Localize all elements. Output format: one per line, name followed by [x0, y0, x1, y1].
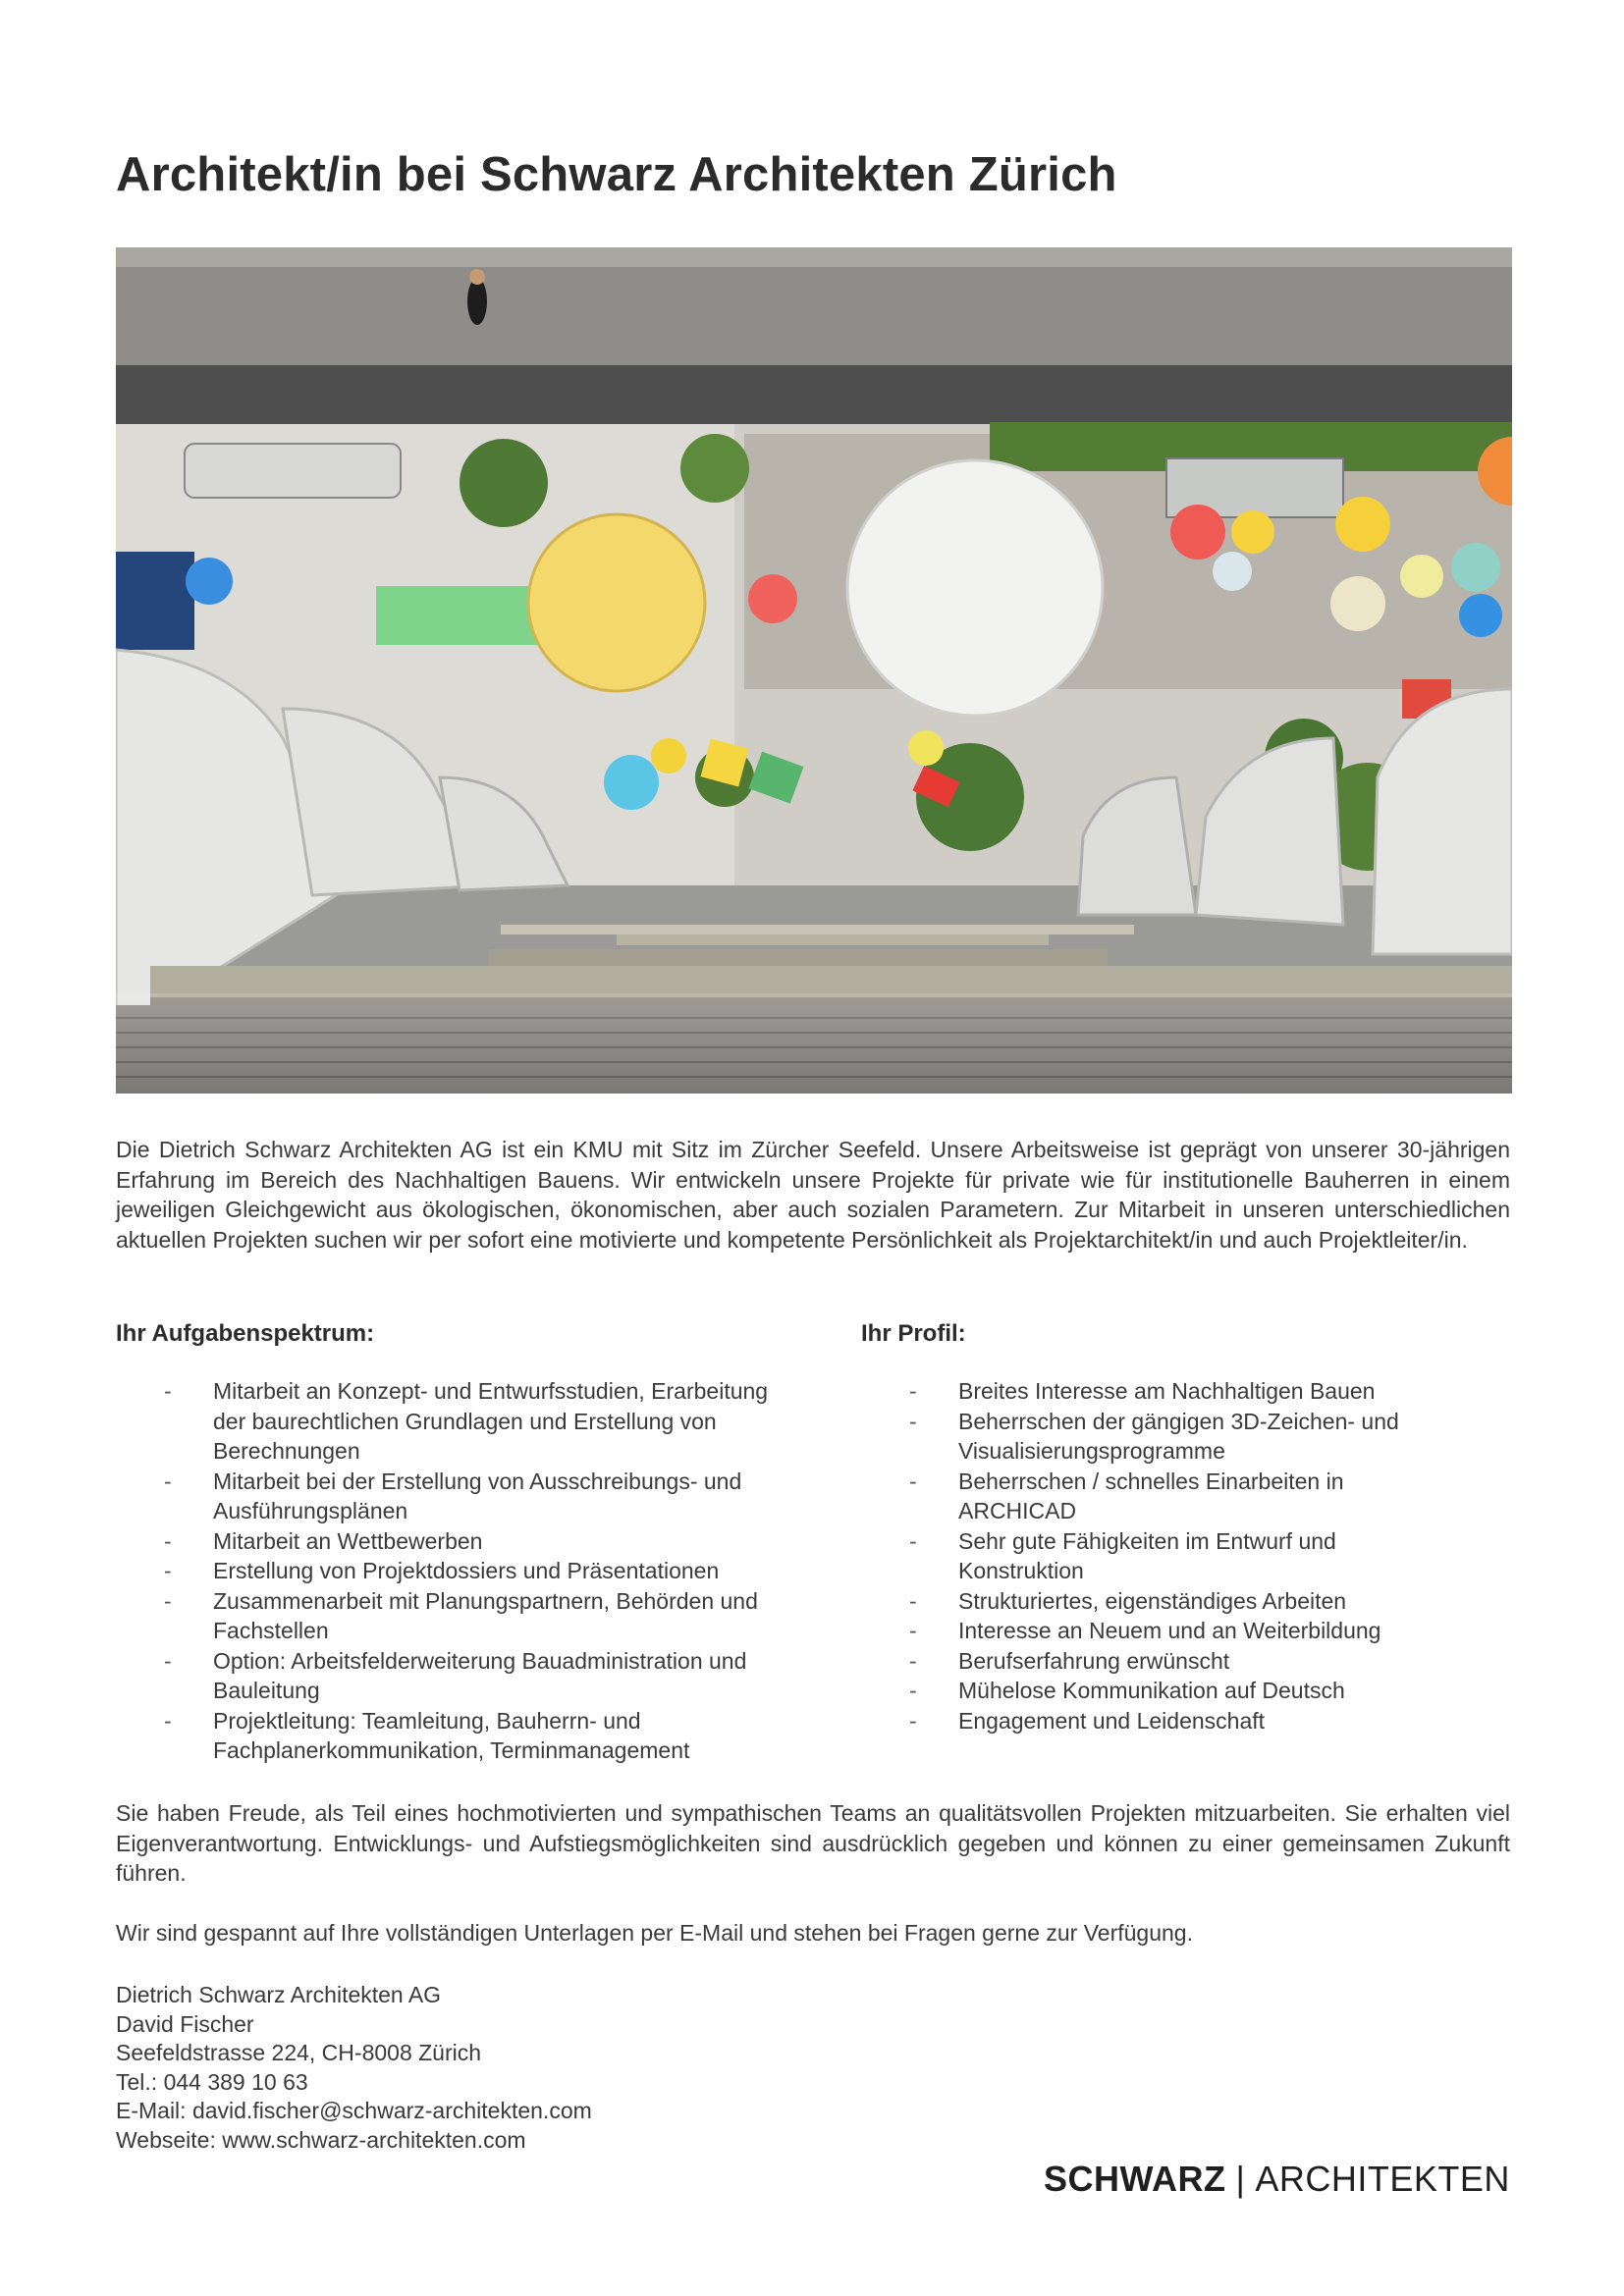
list-item: - Sehr gute Fähigkeiten im Entwurf und Konstruktion: [909, 1526, 1459, 1586]
list-item: - Projektleitung: Teamleitung, Bauherrn- und Fachplanerkommunikation, Terminmanagement: [164, 1706, 792, 1766]
contact-company: Dietrich Schwarz Architekten AG: [116, 1982, 442, 2007]
contact-block: [116, 1981, 592, 2155]
list-item: - Strukturiertes, eigenständiges Arbeiten: [909, 1586, 1459, 1617]
logo-part-architekten: ARCHITEKTEN: [1255, 2159, 1510, 2199]
list-item: - Interesse an Neuem und an Weiterbildung: [909, 1616, 1459, 1646]
company-logo: [1044, 2159, 1513, 2200]
list-item: - Mitarbeit an Konzept- und Entwurfsstudien, Erarbeitung der baurechtlichen Grundlagen und Erstellung von Berechnungen: [164, 1376, 792, 1467]
list-item: - Beherrschen der gängigen 3D-Zeichen- und Visualisierungsprogramme: [909, 1407, 1459, 1467]
tasks-list: [164, 1376, 792, 1766]
courtyard-photo-icon: [116, 247, 1512, 1094]
tasks-heading: Ihr Aufgabenspektrum:: [116, 1320, 375, 1347]
list-item: - Mitarbeit bei der Erstellung von Ausschreibungs- und Ausführungsplänen: [164, 1467, 792, 1526]
contact-website[interactable]: Webseite: www.schwarz-architekten.com: [116, 2126, 526, 2153]
logo-separator: |: [1235, 2159, 1246, 2199]
list-item: - Zusammenarbeit mit Planungspartnern, Behörden und Fachstellen: [164, 1586, 792, 1646]
list-item: - Mitarbeit an Wettbewerben: [164, 1526, 792, 1557]
list-item: - Berufserfahrung erwünscht: [909, 1646, 1459, 1677]
list-item: - Beherrschen / schnelles Einarbeiten in ARCHICAD: [909, 1467, 1459, 1526]
contact-email[interactable]: E-Mail: david.fischer@schwarz-architekten.com: [116, 2098, 592, 2123]
page-title: Architekt/in bei Schwarz Architekten Zürich: [116, 148, 1117, 201]
courtyard-photo: [116, 247, 1512, 1094]
profile-heading: Ihr Profil:: [861, 1320, 966, 1347]
application-paragraph: Wir sind gespannt auf Ihre vollständigen Unterlagen per E-Mail und stehen bei Fragen gerne zur Verfügung.: [116, 1920, 1193, 1946]
list-item: - Option: Arbeitsfelderweiterung Bauadministration und Bauleitung: [164, 1646, 792, 1706]
intro-paragraph: Die Dietrich Schwarz Architekten AG ist ein KMU mit Sitz im Zürcher Seefeld. Unsere Arbeitsweise ist geprägt von unserer 30-jährigen Erfahrung im Bereich des Nachhaltigen Bauens. Wir entwickeln unsere Projekte für private wie für institutionelle Bauherren in einem jeweiligen Gleichgewicht aus ökologischen, ökonomischen, aber auch sozialen Parametern. Zur Mitarbeit in unseren unterschiedlichen aktuellen Projekten suchen wir per sofort eine motivierte und kompetente Persönlichkeit als Projektarchitekt/in und auch Projektleiter/in.: [116, 1137, 1510, 1253]
contact-person: David Fischer: [116, 2010, 254, 2037]
list-item: - Engagement und Leidenschaft: [909, 1706, 1459, 1736]
contact-phone: Tel.: 044 389 10 63: [116, 2068, 308, 2095]
list-item: - Erstellung von Projektdossiers und Präsentationen: [164, 1556, 792, 1586]
list-item: - Mühelose Kommunikation auf Deutsch: [909, 1676, 1459, 1706]
closing-paragraph: Sie haben Freude, als Teil eines hochmotivierten und sympathischen Teams an qualitätsvollen Projekten mitzuarbeiten. Sie erhalten viel Eigenverantwortung. Entwicklungs- und Aufstiegsmöglichkeiten sind ausdrücklich gegeben und können zu einer gemeinsamen Zukunft führen.: [116, 1800, 1510, 1886]
logo-part-schwarz: SCHWARZ: [1044, 2159, 1226, 2199]
contact-address: Seefeldstrasse 224, CH-8008 Zürich: [116, 2040, 482, 2065]
profile-list: [909, 1376, 1459, 1735]
list-item: - Breites Interesse am Nachhaltigen Bauen: [909, 1376, 1459, 1407]
